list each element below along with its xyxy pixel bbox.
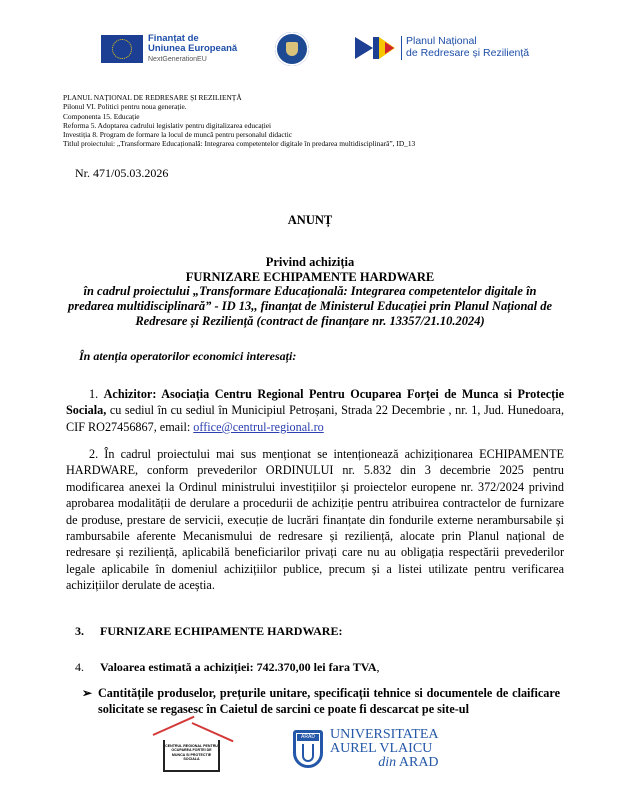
crocsm-logo-text: CENTRUL REGIONAL PENTRU OCUPAREA FORTEI DE MUNCA SI PROTECTIE SOCIALA bbox=[163, 740, 220, 772]
eu-logo-line3: NextGenerationEU bbox=[148, 55, 207, 63]
item-4-estimated-value bbox=[75, 660, 380, 675]
romanian-government-emblem-icon bbox=[275, 32, 309, 66]
arrow-bullet-icon: ➢ bbox=[82, 686, 93, 700]
attention-heading: În atenția operatorilor economici interesați: bbox=[79, 349, 297, 363]
project-header-line: Titlul proiectului: „Transformare Educațională: Integrarea competentelor digitale în predarea multidisciplinară”, ID_13 bbox=[63, 139, 416, 149]
university-name-line2: AUREL VLAICU bbox=[330, 741, 433, 756]
project-header-line: Investiția 8. Program de formare la locul de muncă pentru personalul didactic bbox=[63, 130, 293, 140]
eu-funding-logo bbox=[101, 34, 237, 63]
eu-logo-line1: Finanțat de bbox=[148, 33, 199, 44]
item-number: 1. bbox=[89, 387, 99, 401]
subject-line2: FURNIZARE ECHIPAMENTE HARDWARE bbox=[185, 270, 435, 284]
pnrr-logo-line2: de Redresare și Reziliență bbox=[406, 47, 530, 59]
item-number: 2. bbox=[89, 447, 99, 461]
project-header-line: Reforma 5. Adoptarea cadrului legislativ pentru digitalizarea educației bbox=[63, 120, 272, 130]
university-shield-icon bbox=[293, 730, 323, 768]
document-title: ANUNȚ bbox=[287, 213, 333, 227]
subject-line1: Privind achiziția bbox=[265, 255, 355, 269]
item-2-text: În cadrul proiectului mai sus menționat se intenționează achiziționarea ECHIPAMENTE HARDWARE, conform prevederilor ORDINULUI nr. 5.832 din 3 decembrie 2025 pentru modificarea anexei la Ordinul ministrului investițiilor și proiectelor europene nr. 372/2024 privind aprobarea modalității de derulare a procedurii de achiziție pentru atribuirea contractelor de furnizare de produse, prestare de servicii, execuție de lucrări finanțate din fondurile externe nerambursabile și rambursabile aferente Mecanismului de redresare și reziliență, alocate prin Planul național de redresare și reziliență, aplicabilă beneficiarilor privați care nu au obligația respectării prevederilor legale aplicabile în domeniul achizițiilor publice, precum și a listei utilizate pentru verificarea achizițiilor derulate de aceștia. bbox=[66, 447, 564, 593]
project-header-line: PLANUL NAȚIONAL DE REDRESARE ȘI REZILIENȚĂ bbox=[63, 93, 242, 102]
university-name-line1: UNIVERSITATEA bbox=[330, 727, 439, 742]
estimated-value-suffix: , bbox=[376, 660, 380, 674]
item-3-heading bbox=[75, 624, 342, 639]
item-number: 3. bbox=[75, 624, 84, 638]
university-logo bbox=[293, 728, 439, 770]
pnrr-logo-line1: Planul Național bbox=[406, 35, 477, 48]
project-header-line: Componenta 15. Educație bbox=[63, 111, 140, 121]
project-header-line: Pilonul VI. Politici pentru noua generație. bbox=[63, 102, 187, 112]
university-city: ARAD bbox=[396, 755, 439, 770]
bullet-specifications bbox=[82, 686, 560, 717]
shield-badge: ARAD bbox=[297, 734, 319, 741]
estimated-value-text: Valoarea estimată a achiziției: 742.370,00 lei fara TVA bbox=[100, 660, 377, 674]
item-1-buyer bbox=[66, 386, 564, 435]
eu-logo-line2: Uniunea Europeană bbox=[148, 42, 238, 54]
email-link[interactable]: office@centrul-regional.ro bbox=[193, 419, 324, 434]
item-2-procurement-basis bbox=[66, 446, 564, 594]
item-number: 4. bbox=[75, 660, 84, 674]
house-logo-icon bbox=[153, 722, 233, 774]
pnrr-arrows-icon bbox=[355, 37, 397, 59]
buyer-address: cu sediul în cu sediul în Municipiul Petroșani, Strada 22 Decembrie , nr. 1, Jud. Hunedoara, CIF RO27456867, email: bbox=[66, 403, 564, 434]
pnrr-logo bbox=[355, 36, 529, 60]
university-din: din bbox=[378, 755, 397, 770]
eu-flag-icon bbox=[101, 35, 143, 63]
subject-project-description: în cadrul proiectului „Transformare Educațională: Integrarea competentelor digitale în predarea multidisciplinară” - ID 13,, finanțat de Ministerul Educației prin Planul Național de Redresare și Reziliență (contract de finanțare nr. 13357/21.10.2024) bbox=[67, 284, 553, 328]
reference-number: Nr. 471/05.03.2026 bbox=[75, 166, 169, 180]
bullet-text: Cantitățile produselor, prețurile unitare, specificații tehnice si documentele de claificare solicitate se regasesc în Caietul de sarcini ce poate fi descarcat pe site-ul bbox=[98, 686, 560, 716]
item-3-text: FURNIZARE ECHIPAMENTE HARDWARE: bbox=[100, 624, 343, 638]
subject-heading bbox=[60, 255, 560, 285]
university-name-line3 bbox=[330, 756, 439, 770]
buyer-name: Achizitor: Asociația Centru Regional Pentru Ocuparea Forței de Munca si Protecție Sociala, bbox=[66, 387, 564, 418]
project-header bbox=[63, 93, 415, 149]
